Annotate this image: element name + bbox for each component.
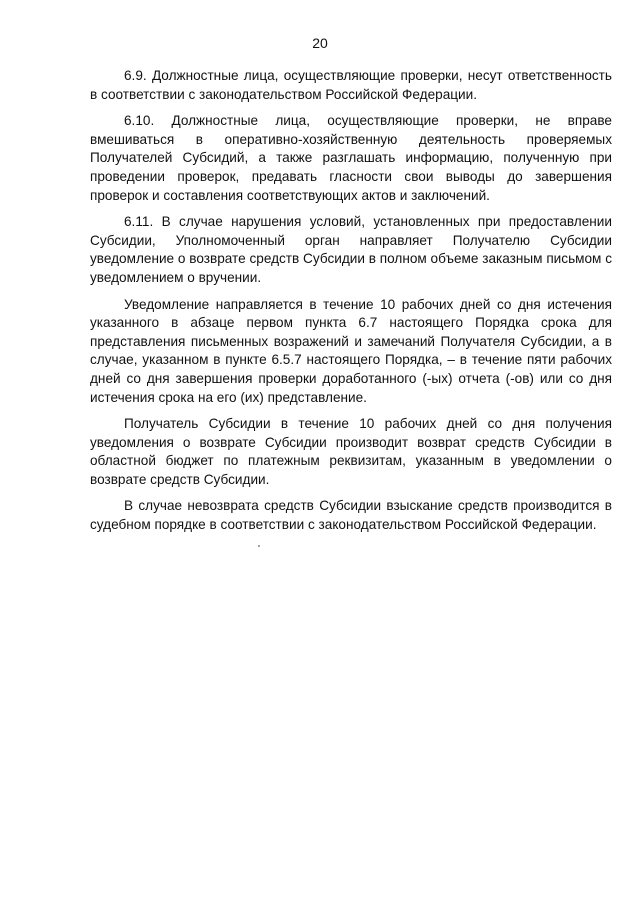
paragraph-6-10: 6.10. Должностные лица, осуществляющие проверки, не вправе вмешиваться в оперативно-хозяйственную деятельность проверяемых Получателей Субсидий, а также разглашать информацию, полученную при проведении проверок, предавать гласности свои выводы до завершения проверок и составления соответствующих актов и заключений. <box>90 113 612 203</box>
paragraph-6-9: 6.9. Должностные лица, осуществляющие проверки, несут ответственность в соответствии с законодательством Российской Федерации. <box>90 68 612 102</box>
paragraph-notification-term: Уведомление направляется в течение 10 рабочих дней со дня истечения указанного в абзаце первом пункта 6.7 настоящего Порядка срока для представления письменных возражений и замечаний Получателя Субсидии, а в случае, указанном в пункте 6.5.7 настоящего Порядка, – в течение пяти рабочих дней со дня завершения проверки доработанного (-ых) отчета (-ов) или со дня истечения срока на его (их) представление. <box>90 296 612 405</box>
paragraph-refund: Получатель Субсидии в течение 10 рабочих дней со дня получения уведомления о возврате Субсидии производит возврат средств Субсидии в областной бюджет по платежным реквизитам, указанным в уведомлении о возврате средств Субсидии. <box>90 416 612 487</box>
page-number: 20 <box>312 35 328 51</box>
paragraph-judicial-recovery: В случае невозврата средств Субсидии взыскание средств производится в судебном порядке в соответствии с законодательством Российской Федерации. <box>90 498 612 533</box>
document-body <box>90 67 612 543</box>
scan-speck <box>258 545 260 547</box>
paragraph-6-11: 6.11. В случае нарушения условий, установленных при предоставлении Субсидии, Уполномоченный орган направляет Получателю Субсидии уведомление о возврате средств Субсидии в полном объеме заказным письмом с уведомлением о вручении. <box>90 214 612 285</box>
